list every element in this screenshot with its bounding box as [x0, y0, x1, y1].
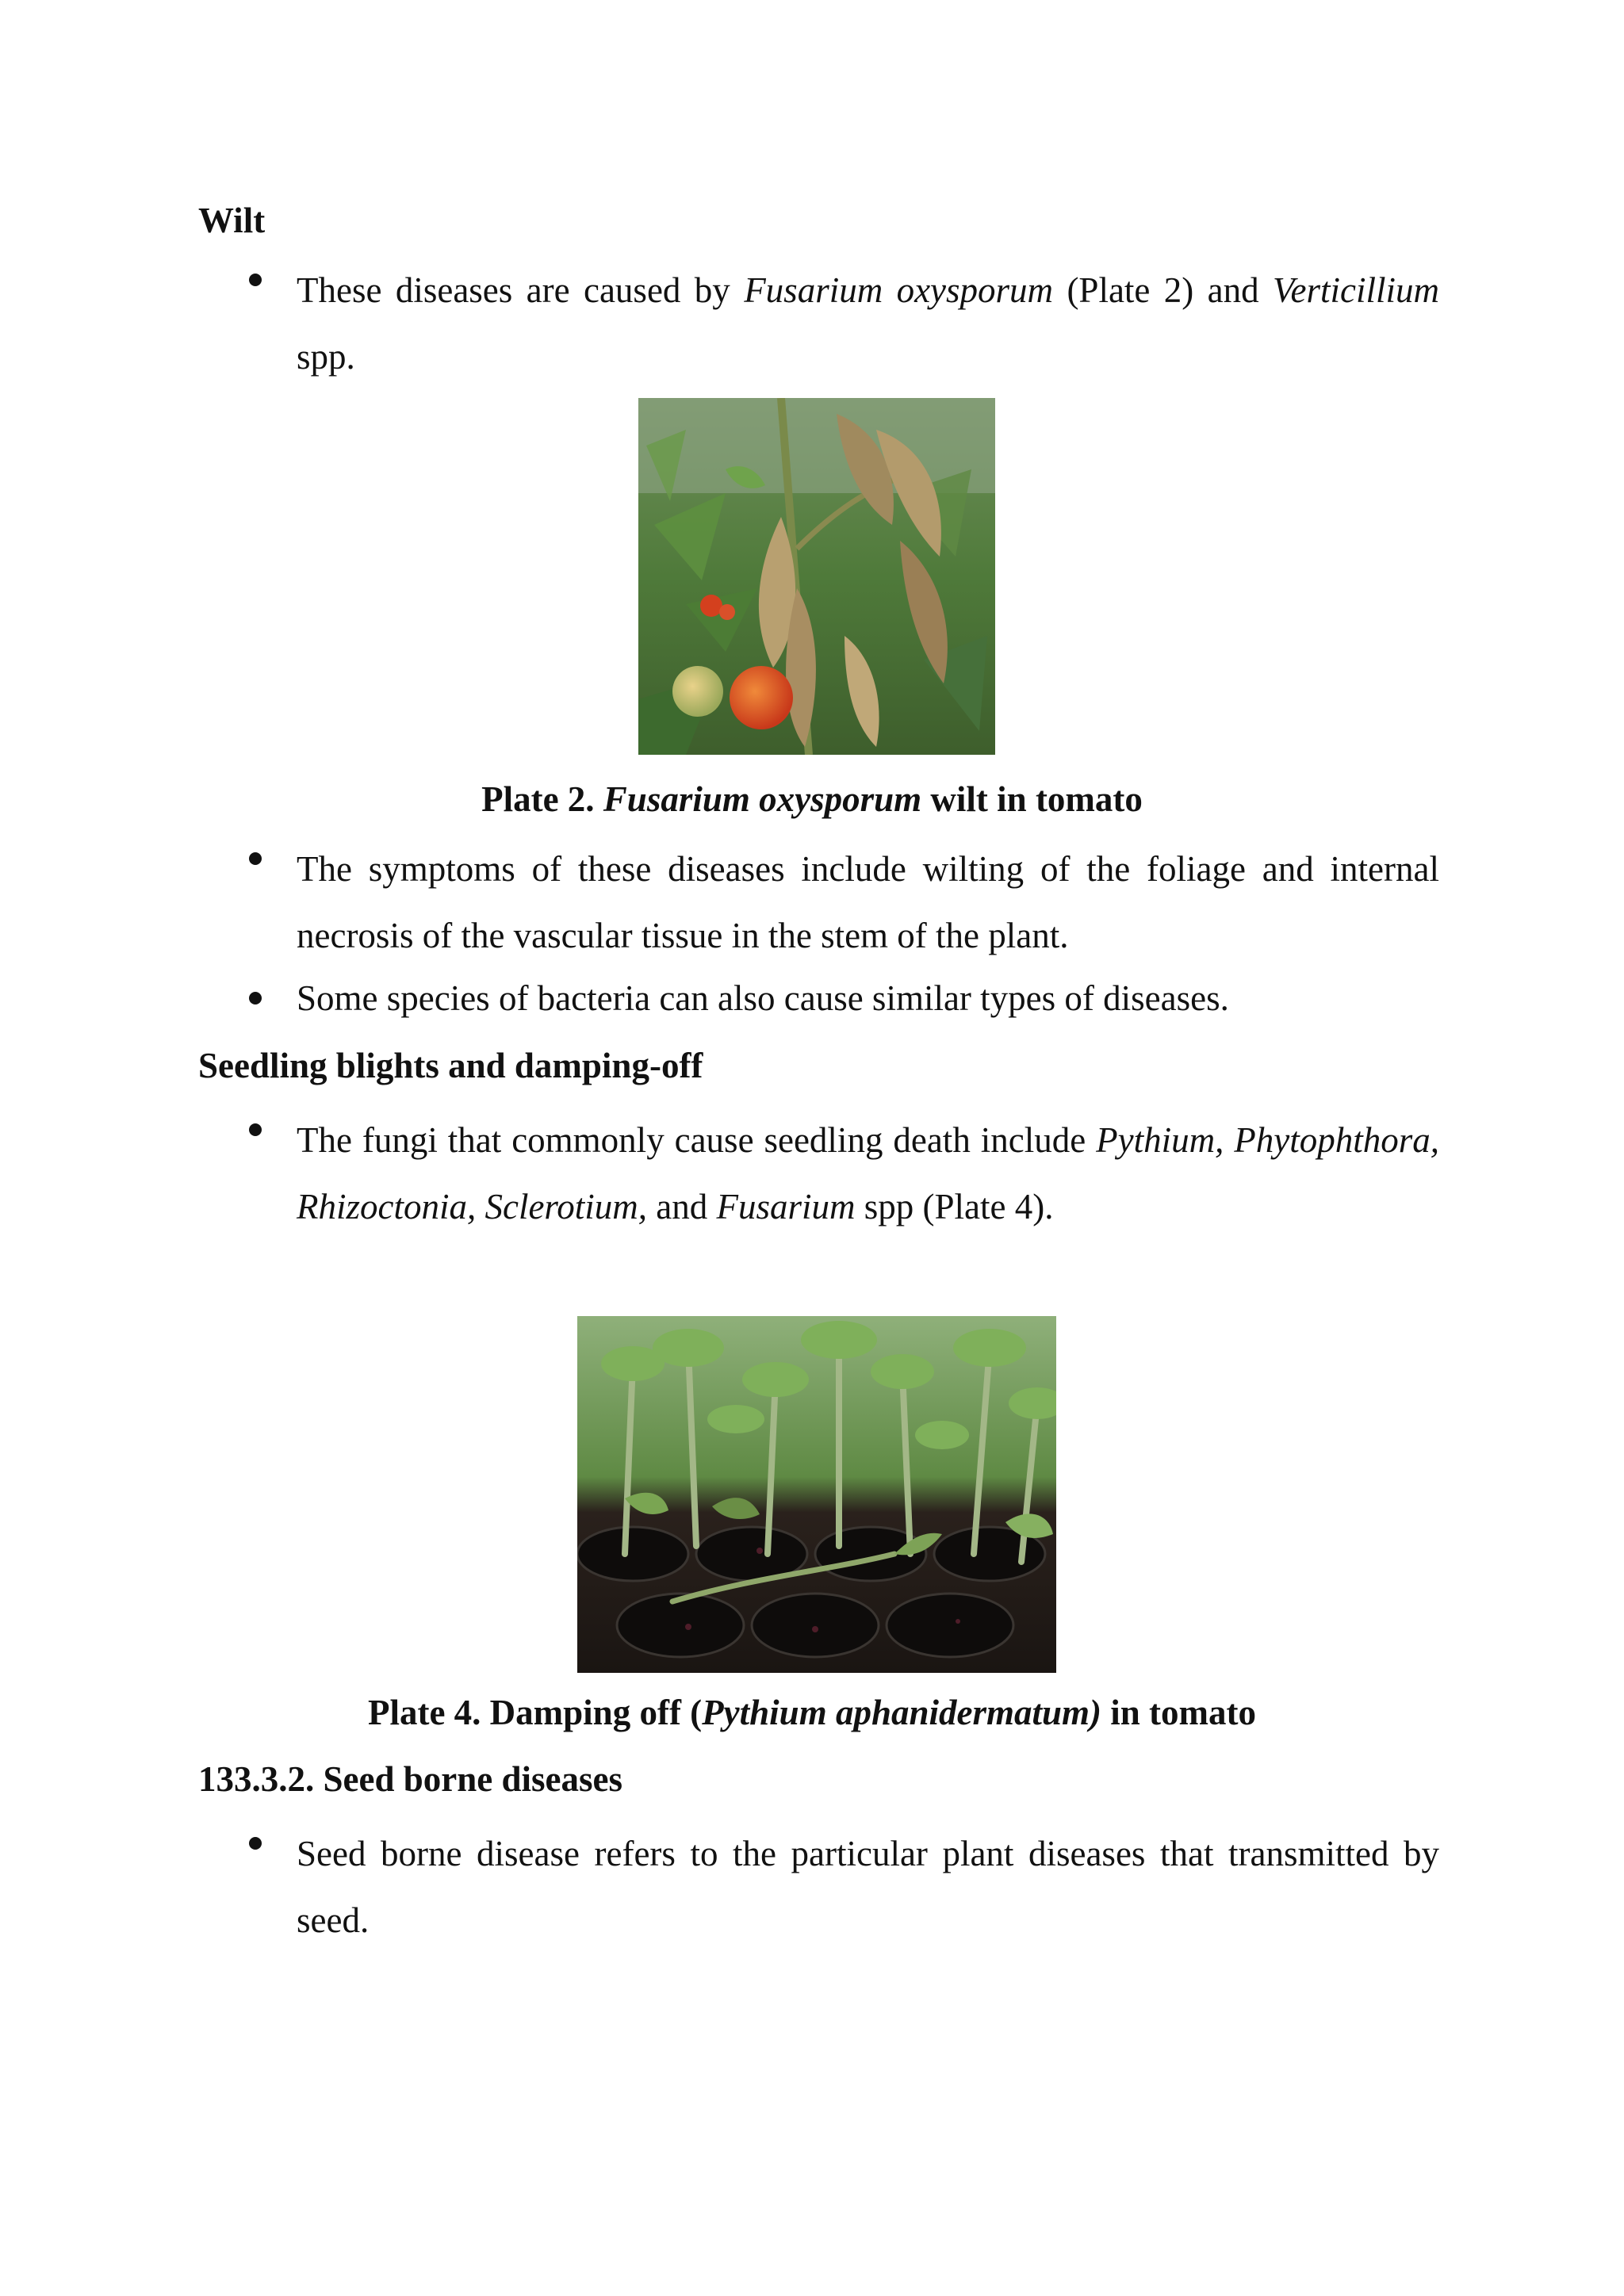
wilt-bullet-1-text: These diseases are caused by Fusarium oxysporum (Plate 2) and Verticillium spp.	[297, 270, 1439, 377]
plate-4-photo	[577, 1316, 1056, 1673]
wilt-bullet-1	[238, 257, 1439, 390]
bullet-dot-icon	[249, 852, 262, 865]
seedling-heading: Seedling blights and damping-off	[198, 1046, 703, 1085]
wilted-tomato-photo	[638, 398, 995, 755]
plate-2-caption: Plate 2. Fusarium oxysporum wilt in tomato	[481, 779, 1143, 819]
wilt-bullet-2-text: The symptoms of these diseases include wilting of the foliage and internal necrosis of the vascular tissue in the stem of the plant.	[297, 849, 1439, 955]
bullet-dot-icon	[249, 274, 262, 286]
bullet-dot-icon	[249, 992, 262, 1004]
seedling-bullet-1-text: The fungi that commonly cause seedling death include Pythium, Phytophthora, Rhizoctonia, Sclerotium, and Fusarium spp (Plate 4).	[297, 1120, 1439, 1226]
seedborne-bullet-1	[238, 1820, 1439, 1954]
plate-4-caption: Plate 4. Damping off (Pythium aphanidermatum) in tomato	[367, 1693, 1257, 1732]
plate-2-photo	[638, 398, 995, 755]
bullet-dot-icon	[249, 1837, 262, 1850]
wilt-bullet-2	[238, 836, 1439, 969]
damping-off-seedlings-photo	[577, 1316, 1056, 1673]
seedborne-bullet-1-text: Seed borne disease refers to the particular plant diseases that transmitted by seed.	[297, 1834, 1439, 1940]
wilt-bullet-3	[238, 975, 1439, 1021]
seedling-bullet-1	[238, 1107, 1439, 1240]
wilt-heading: Wilt	[198, 201, 266, 240]
wilt-bullet-3-text: Some species of bacteria can also cause similar types of diseases.	[297, 978, 1229, 1018]
bullet-dot-icon	[249, 1123, 262, 1136]
seedborne-heading: 133.3.2. Seed borne diseases	[198, 1759, 623, 1799]
